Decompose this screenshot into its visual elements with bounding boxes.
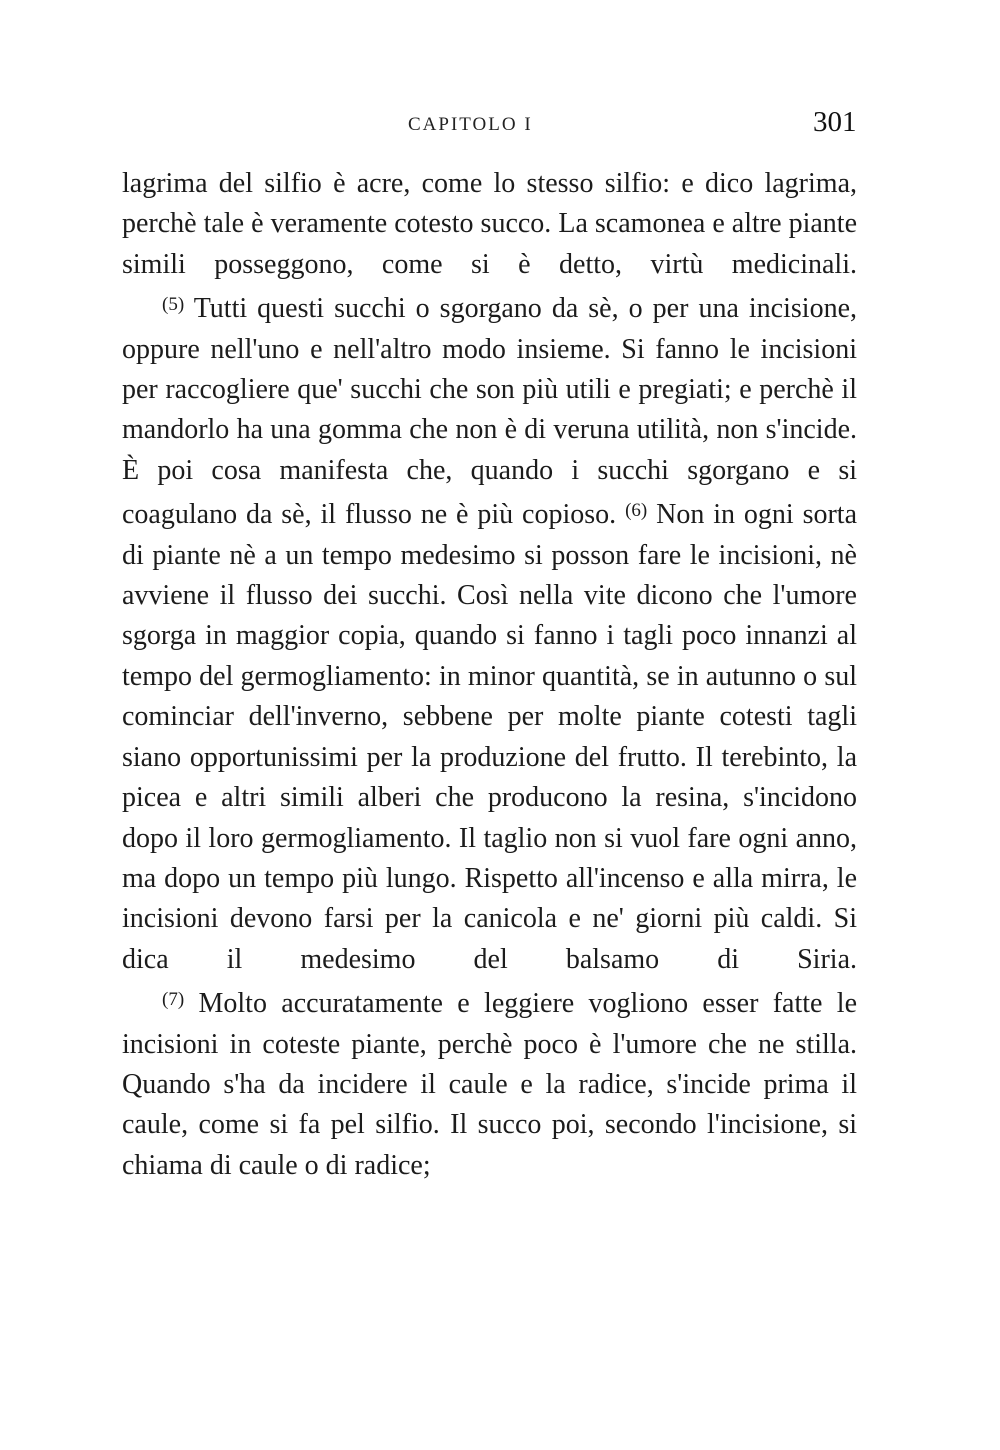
body-text (122, 164, 857, 1186)
note-marker: (6) (625, 500, 648, 522)
paragraph-text: Tutti questi succhi o sgorgano da sè, o per una incisione, oppure nell'uno e nell'altro modo insieme. Si fanno le incisioni per raccogliere que' succhi che son più utili e pregiati; e perchè il mandorlo ha una gomma che non è di veruna utilità, non s'incide. È poi cosa manifesta che, quando i succhi sgorgano e si coagulano da sè, il flusso ne è più copioso. (122, 293, 857, 531)
paragraph-text: lagrima del silfio è acre, come lo stesso silfio: e dico lagrima, perchè tale è veramente cotesto succo. La scamonea e altre piante simili posseggono, come si è detto, virtù medicinali. (122, 168, 857, 280)
running-title: CAPITOLO I (408, 114, 533, 135)
paragraph-text: Non in ogni sorta di piante nè a un tempo medesimo si posson fare le incisioni, nè avviene il flusso dei succhi. Così nella vite dicono che l'umore sgorga in maggior copia, quando si fanno i tagli poco innanzi al tempo del germogliamento: in minor quantità, se in autunno o sul cominciar dell'inverno, sebbene per molte piante cotesti tagli siano opportunissimi per la produzione del frutto. Il terebinto, la picea e altri simili alberi che producono la resina, s'incidono dopo il loro germogliamento. Il taglio non si vuol fare ogni anno, ma dopo un tempo più lungo. Rispetto all'incenso e alla mirra, le incisioni devono farsi per la canicola e ne' giorni più caldi. Si dica il medesimo del balsamo di Siria. (122, 499, 858, 975)
page-number: 301 (813, 106, 857, 138)
running-head (0, 106, 1000, 146)
note-marker: (5) (162, 294, 185, 316)
note-marker: (7) (162, 989, 185, 1011)
paragraph (122, 285, 857, 980)
paragraph (122, 980, 857, 1186)
paragraph-text: Molto accuratamente e leggiere vogliono esser fatte le incisioni in coteste piante, perchè poco è l'umore che ne stilla. Quando s'ha da incidere il caule e la radice, s'incide prima il caule, come si fa pel silfio. Il succo poi, secondo l'incisione, si chiama di caule o di radice; (122, 988, 858, 1181)
paragraph (122, 164, 857, 285)
